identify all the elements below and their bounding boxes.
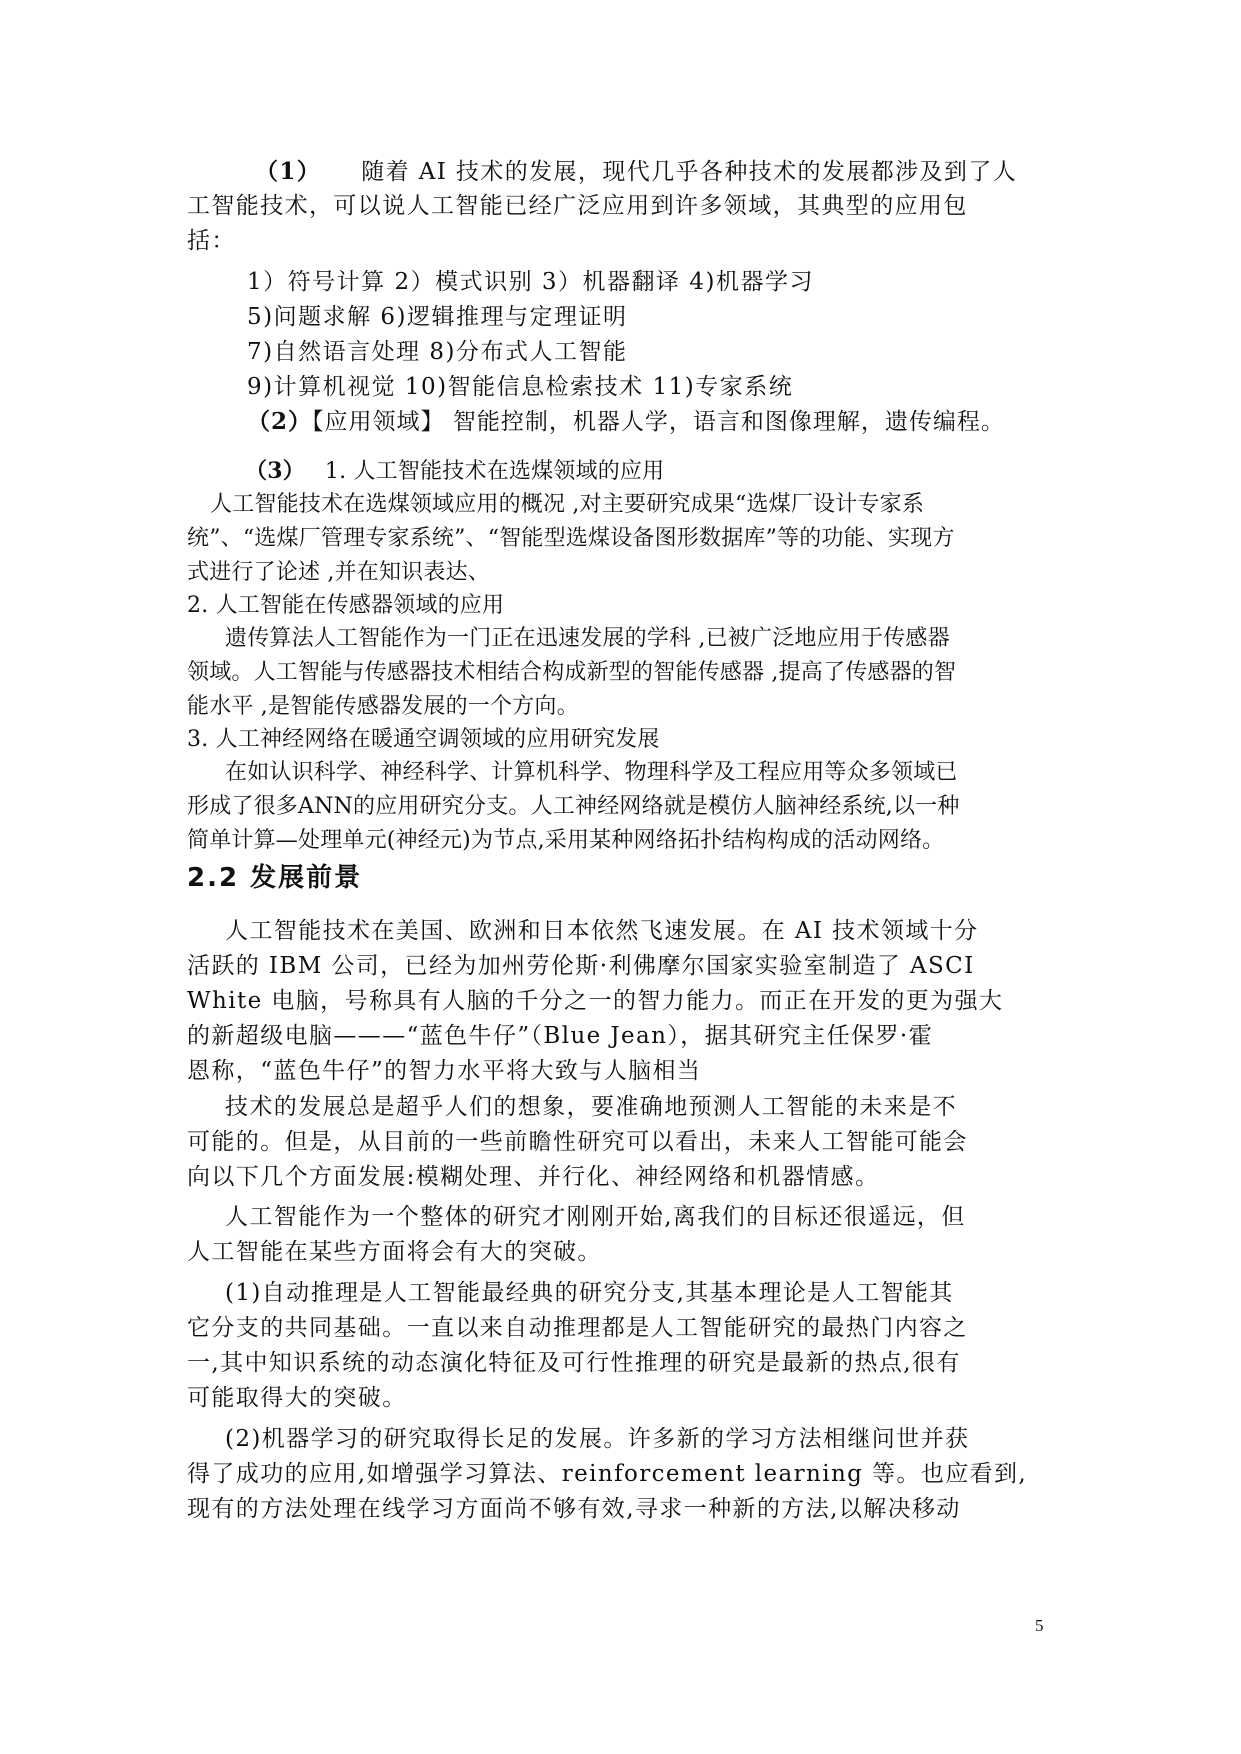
body-line: 人工智能技术在美国、欧洲和日本依然飞速发展。在 AI 技术领域十分 (225, 918, 979, 944)
section-heading: 2.2 发展前景 (187, 863, 363, 893)
paragraph-line (245, 460, 664, 483)
body-line: 得了成功的应用,如增强学习算法、reinforcement learning 等。也应看到, (187, 1461, 1028, 1487)
item-label: （3） (245, 458, 305, 484)
list-line: 1）符号计算 2）模式识别 3）机器翻译 4)机器学习 (247, 269, 814, 295)
body-line: 的新超级电脑———“蓝色牛仔”（Blue Jean），据其研究主任保罗·霍 (187, 1023, 933, 1049)
paragraph-line: 遗传算法人工智能作为一门正在迅速发展的学科 ,已被广泛地应用于传感器 (225, 626, 950, 651)
body-line: 可能的。但是，从目前的一些前瞻性研究可以看出，未来人工智能可能会 (187, 1129, 968, 1155)
body-line: 它分支的共同基础。一直以来自动推理都是人工智能研究的最热门内容之 (187, 1315, 968, 1341)
paragraph-line: 能水平 ,是智能传感器发展的一个方向。 (187, 694, 579, 719)
paragraph-line: 统”、“选煤厂管理专家系统”、“智能型选煤设备图形数据库”等的功能、实现方 (187, 526, 955, 551)
paragraph-line (187, 160, 1017, 184)
item-label: （1） (255, 158, 322, 185)
paragraph-line: 形成了很多ANN的应用研究分支。人工神经网络就是模仿人脑神经系统,以一种 (187, 794, 960, 819)
paragraph-line: 简单计算—处理单元(神经元)为节点,采用某种网络拓扑结构构成的活动网络。 (187, 828, 945, 853)
paragraph-line: 括： (187, 228, 236, 254)
body-line: 现有的方法处理在线学习方面尚不够有效,寻求一种新的方法,以解决移动 (187, 1496, 961, 1522)
paragraph-line: 式进行了论述 ,并在知识表达、 (187, 560, 490, 585)
body-line: (2)机器学习的研究取得长足的发展。许多新的学习方法相继问世并获 (225, 1426, 970, 1452)
body-line: 人工智能在某些方面将会有大的突破。 (187, 1239, 602, 1265)
list-line: 5)问题求解 6)逻辑推理与定理证明 (247, 304, 628, 330)
paragraph-line: 2. 人工智能在传感器领域的应用 (187, 593, 505, 618)
body-line: 可能取得大的突破。 (187, 1385, 407, 1411)
body-line: 恩称，“蓝色牛仔”的智力水平将大致与人脑相当 (187, 1058, 702, 1084)
body-line: 向以下几个方面发展:模糊处理、并行化、神经网络和机器情感。 (187, 1164, 880, 1190)
list-line: 9)计算机视觉 10)智能信息检索技术 11)专家系统 (247, 374, 794, 400)
paragraph-line: 在如认识科学、神经科学、计算机科学、物理科学及工程应用等众多领域已 (225, 760, 958, 785)
body-line: 人工智能作为一个整体的研究才刚刚开始,离我们的目标还很遥远，但 (225, 1204, 966, 1230)
body-line: (1)自动推理是人工智能最经典的研究分支,其基本理论是人工智能其 (225, 1280, 954, 1306)
paragraph-line: 领域。人工智能与传感器技术相结合构成新型的智能传感器 ,提高了传感器的智 (187, 660, 957, 685)
page-number: 5 (1035, 1616, 1044, 1635)
item-label: （2） (247, 408, 313, 435)
body-line: White 电脑，号称具有人脑的千分之一的智力能力。而正在开发的更为强大 (187, 988, 1004, 1014)
paragraph-line (247, 410, 1005, 434)
line-text: 随着 AI 技术的发展，现代几乎各种技术的发展都涉及到了人 (361, 159, 1018, 185)
body-line: 技术的发展总是超乎人们的想象，要准确地预测人工智能的未来是不 (225, 1094, 957, 1120)
paragraph-line: 人工智能技术在选煤领域应用的概况 ,对主要研究成果“选煤厂设计专家系 (210, 492, 925, 517)
line-text: 【应用领域】 智能控制，机器人学，语言和图像理解，遗传编程。 (312, 409, 1005, 435)
body-line: 一,其中知识系统的动态演化特征及可行性推理的研究是最新的热点,很有 (187, 1350, 961, 1376)
paragraph-line: 3. 人工神经网络在暖通空调领域的应用研究发展 (187, 727, 660, 752)
paragraph-line: 工智能技术，可以说人工智能已经广泛应用到许多领域，其典型的应用包 (187, 193, 968, 219)
body-line: 活跃的 IBM 公司，已经为加州劳伦斯·利佛摩尔国家实验室制造了 ASCI (187, 953, 975, 979)
list-line: 7)自然语言处理 8)分布式人工智能 (247, 339, 628, 365)
line-text: 1. 人工智能技术在选煤领域的应用 (324, 459, 665, 484)
